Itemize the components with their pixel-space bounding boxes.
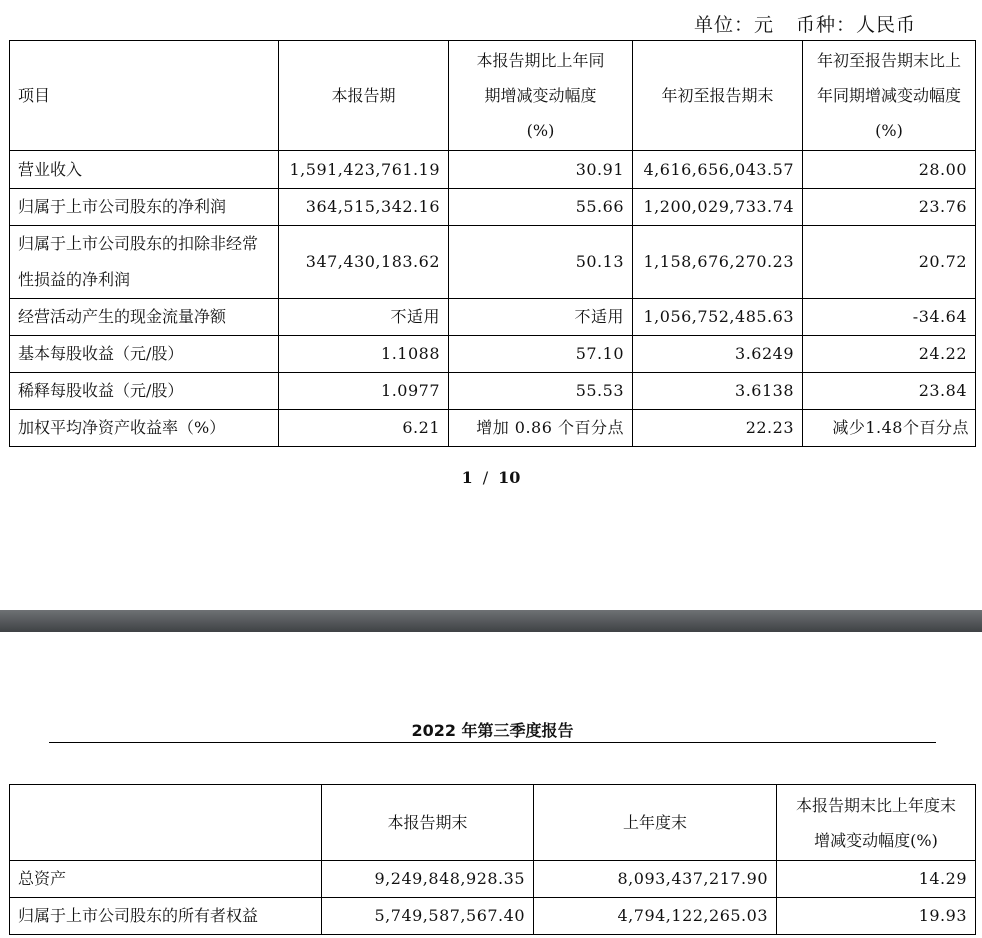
header-change: 本报告期末比上年度末增减变动幅度(%) — [777, 785, 976, 861]
page-current: 1 — [461, 468, 473, 487]
row-ytd-change-value: 23.84 — [803, 373, 976, 410]
row-ytd-value: 1,056,752,485.63 — [633, 299, 803, 336]
row-item-label: 加权平均净资产收益率（%） — [10, 410, 279, 447]
page-break-divider — [0, 610, 982, 632]
table-row — [10, 410, 976, 447]
row-item-label: 归属于上市公司股东的净利润 — [10, 189, 279, 226]
header-current-change: 本报告期比上年同期增减变动幅度(%) — [449, 41, 633, 151]
header-ytd-change: 年初至报告期末比上年同期增减变动幅度(%) — [803, 41, 976, 151]
row-item-label: 稀释每股收益（元/股） — [10, 373, 279, 410]
row-item-label: 归属于上市公司股东的所有者权益 — [10, 898, 322, 935]
balance-data-table — [9, 784, 976, 935]
table-row — [10, 336, 976, 373]
row-change-value: 30.91 — [449, 151, 633, 189]
table-header-row — [10, 41, 976, 151]
table-row — [10, 226, 976, 299]
row-ytd-value: 3.6138 — [633, 373, 803, 410]
header-item: 项目 — [10, 41, 279, 151]
table-header-row — [10, 785, 976, 861]
row-change-value: 55.53 — [449, 373, 633, 410]
table-row — [10, 898, 976, 935]
page-total: 10 — [498, 468, 521, 487]
row-ytd-value: 1,200,029,733.74 — [633, 189, 803, 226]
table-row — [10, 861, 976, 898]
page-separator: / — [482, 468, 489, 487]
row-ytd-change-value: -34.64 — [803, 299, 976, 336]
header-period-end: 本报告期末 — [322, 785, 534, 861]
row-change-value: 不适用 — [449, 299, 633, 336]
header-item — [10, 785, 322, 861]
row-current-value: 364,515,342.16 — [279, 189, 449, 226]
row-change-value: 增加 0.86 个百分点 — [449, 410, 633, 447]
row-ytd-change-value: 24.22 — [803, 336, 976, 373]
row-ytd-change-value: 减少1.48个百分点 — [803, 410, 976, 447]
row-current-value: 1.0977 — [279, 373, 449, 410]
unit-label: 单位：元 — [694, 14, 775, 36]
row-ytd-value: 3.6249 — [633, 336, 803, 373]
header-ytd: 年初至报告期末 — [633, 41, 803, 151]
page-number — [0, 468, 982, 487]
row-item-label: 基本每股收益（元/股） — [10, 336, 279, 373]
row-change-value: 19.93 — [777, 898, 976, 935]
unit-currency-line — [694, 10, 916, 37]
row-item-label: 归属于上市公司股东的扣除非经常性损益的净利润 — [10, 226, 279, 299]
header-rule — [49, 742, 936, 743]
row-ytd-change-value: 28.00 — [803, 151, 976, 189]
row-period-end-value: 5,749,587,567.40 — [322, 898, 534, 935]
row-current-value: 1.1088 — [279, 336, 449, 373]
row-ytd-value: 22.23 — [633, 410, 803, 447]
row-change-value: 14.29 — [777, 861, 976, 898]
table-row — [10, 151, 976, 189]
row-item-label: 总资产 — [10, 861, 322, 898]
row-current-value: 347,430,183.62 — [279, 226, 449, 299]
row-item-label: 经营活动产生的现金流量净额 — [10, 299, 279, 336]
row-prior-year-end-value: 4,794,122,265.03 — [534, 898, 777, 935]
table-row — [10, 373, 976, 410]
row-current-value: 不适用 — [279, 299, 449, 336]
row-current-value: 1,591,423,761.19 — [279, 151, 449, 189]
row-prior-year-end-value: 8,093,437,217.90 — [534, 861, 777, 898]
header-current-period: 本报告期 — [279, 41, 449, 151]
row-ytd-change-value: 23.76 — [803, 189, 976, 226]
row-ytd-value: 1,158,676,270.23 — [633, 226, 803, 299]
table-row — [10, 299, 976, 336]
table-row — [10, 189, 976, 226]
row-change-value: 57.10 — [449, 336, 633, 373]
row-ytd-value: 4,616,656,043.57 — [633, 151, 803, 189]
key-financial-data-table — [9, 40, 976, 447]
header-prior-year-end: 上年度末 — [534, 785, 777, 861]
row-change-value: 50.13 — [449, 226, 633, 299]
row-current-value: 6.21 — [279, 410, 449, 447]
row-period-end-value: 9,249,848,928.35 — [322, 861, 534, 898]
row-item-label: 营业收入 — [10, 151, 279, 189]
row-change-value: 55.66 — [449, 189, 633, 226]
currency-label: 币种：人民币 — [796, 14, 917, 36]
row-ytd-change-value: 20.72 — [803, 226, 976, 299]
report-header-title: 2022 年第三季度报告 — [411, 721, 574, 740]
